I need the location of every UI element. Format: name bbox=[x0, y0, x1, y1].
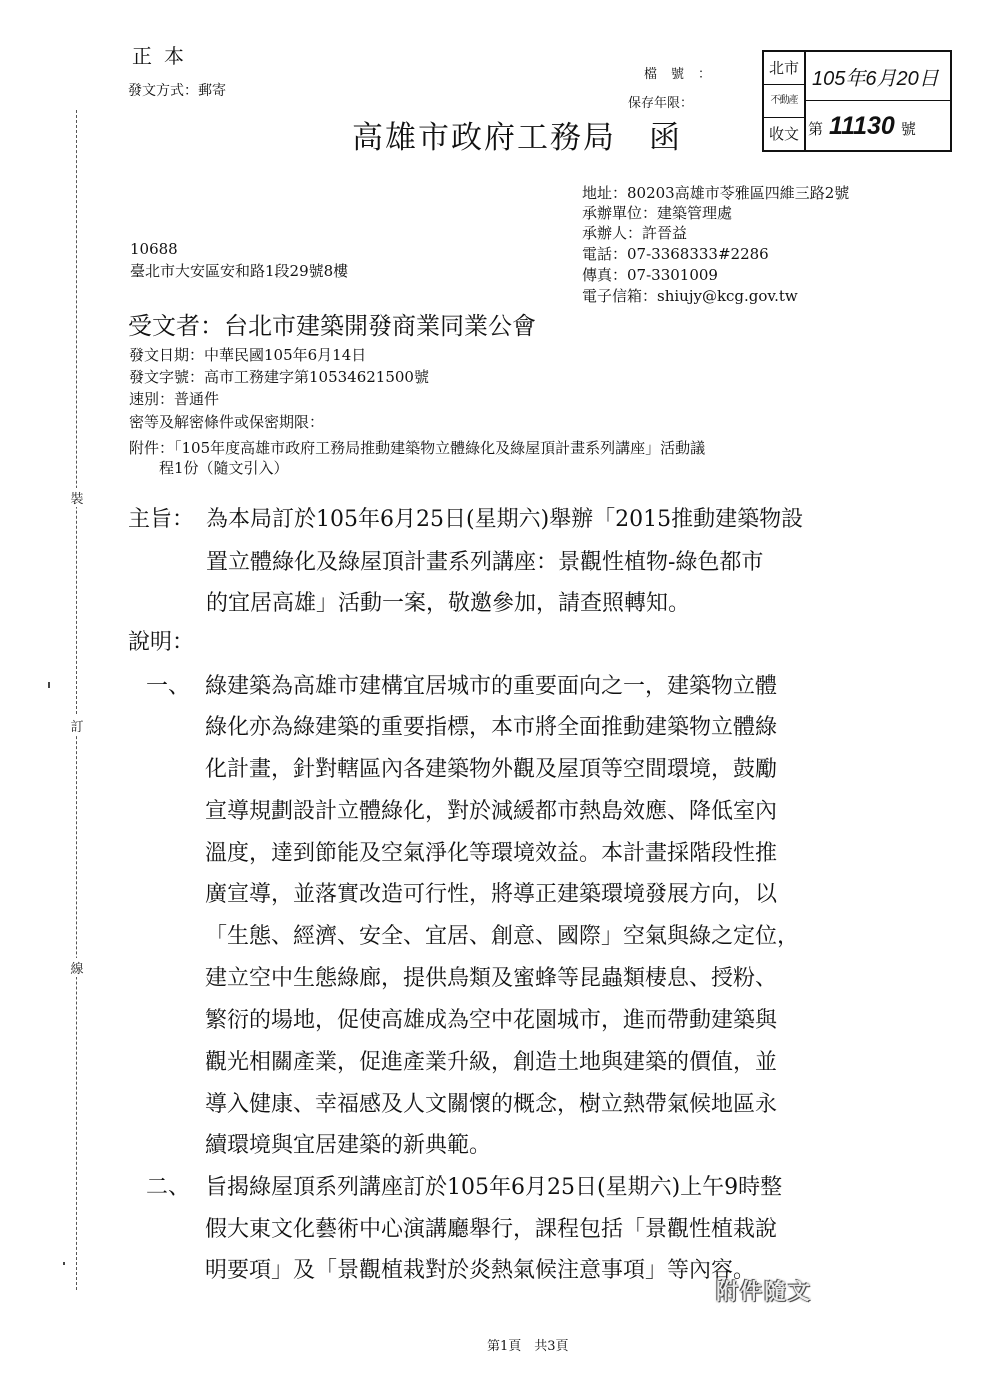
stamp-org-line: 收文 bbox=[768, 125, 799, 143]
attachment-continued: 程1份（隨文引入） bbox=[129, 459, 289, 477]
attachment-watermark: 附件隨文 bbox=[716, 1279, 813, 1305]
subject-line: 置立體綠化及綠屋頂計畫系列講座：景觀性植物-綠色都市 bbox=[206, 550, 764, 575]
body-line: 「生態、經濟、安全、宜居、創意、國際」空氣與綠之定位， bbox=[205, 924, 800, 949]
body-line: 導入健康、幸福感及人文關懷的概念，樹立熱帶氣候地區永 bbox=[205, 1092, 778, 1117]
document-number: 發文字號：高市工務建字第10534621500號 bbox=[129, 368, 429, 386]
body-line: 旨揭綠屋頂系列講座訂於105年6月25日(星期六)上午9時整 bbox=[205, 1175, 783, 1200]
binding-dashed-line bbox=[76, 110, 77, 1290]
stamp-date: 105年6月20日 bbox=[812, 68, 939, 90]
receiver-postcode: 10688 bbox=[130, 240, 178, 258]
stamp-number-value: 11130 bbox=[829, 112, 895, 140]
attachment: 附件：「105年度高雄市政府工務局推動建築物立體綠化及綠屋頂計畫系列講座」活動議 bbox=[129, 439, 706, 457]
body-line: 廣宣導，並落實改造可行性，將導正建築環境發展方向，以 bbox=[205, 882, 778, 907]
body-line: 宣導規劃設計立體綠化，對於減緩都市熱島效應、降低室內 bbox=[205, 799, 778, 824]
page-footer: 第1頁 共3頁 bbox=[487, 1339, 569, 1354]
binding-mark-ding: 訂 bbox=[69, 716, 85, 735]
receipt-stamp bbox=[762, 50, 952, 152]
scan-speck bbox=[48, 682, 50, 688]
handling-unit: 承辦單位：建築管理處 bbox=[582, 204, 733, 222]
recipient: 受文者：台北市建築開發商業同業公會 bbox=[128, 312, 536, 340]
item-number: 一、 bbox=[146, 674, 191, 699]
binding-mark-xian: 線 bbox=[69, 958, 85, 977]
stamp-org-line: 北市 bbox=[764, 52, 804, 85]
speed-class: 速別：普通件 bbox=[129, 390, 220, 408]
item-number: 二、 bbox=[146, 1175, 191, 1200]
body-line: 溫度，達到節能及空氣淨化等環境效益。本計畫採階段性推 bbox=[205, 841, 778, 866]
body-line: 建立空中生態綠廊，提供鳥類及蜜蜂等昆蟲類棲息、授粉、 bbox=[205, 966, 778, 991]
confidentiality: 密等及解密條件或保密期限： bbox=[129, 413, 325, 431]
body-line: 觀光相關產業，促進產業升級，創造土地與建築的價值，並 bbox=[205, 1050, 778, 1075]
receiver-address: 臺北市大安區安和路1段29號8樓 bbox=[130, 262, 349, 280]
email: 電子信箱：shiujy@kcg.gov.tw bbox=[582, 287, 798, 305]
phone: 電話：07-3368333#2286 bbox=[582, 245, 769, 263]
agency-title: 高雄市政府工務局 函 bbox=[352, 120, 682, 156]
subject-line: 為本局訂於105年6月25日(星期六)舉辦「2015推動建築物設 bbox=[206, 507, 804, 532]
description-label: 說明： bbox=[128, 630, 195, 655]
stamp-number-prefix: 第 bbox=[808, 120, 824, 138]
send-method: 發文方式：郵寄 bbox=[128, 83, 226, 99]
copy-label: 正本 bbox=[132, 44, 196, 68]
issue-date: 發文日期：中華民國105年6月14日 bbox=[129, 346, 367, 364]
stamp-org-line: 不動產 bbox=[764, 85, 804, 118]
stamp-number-suffix: 號 bbox=[900, 120, 916, 138]
body-line: 綠建築為高雄市建構宜居城市的重要面向之一，建築物立體 bbox=[205, 674, 778, 699]
archive-number-label: 檔號： bbox=[644, 67, 726, 82]
binding-mark-zhuang: 裝 bbox=[69, 488, 85, 507]
body-line: 綠化亦為綠建築的重要指標，本市將全面推動建築物立體綠 bbox=[205, 715, 778, 740]
body-line: 續環境與宜居建築的新典範。 bbox=[205, 1133, 492, 1158]
subject-line: 的宜居高雄」活動一案，敬邀參加，請查照轉知。 bbox=[206, 591, 691, 616]
subject-label: 主旨： bbox=[128, 507, 195, 532]
scan-speck bbox=[63, 1262, 65, 1265]
handler-name: 承辦人：許晉益 bbox=[582, 224, 688, 242]
retention-period-label: 保存年限： bbox=[628, 96, 694, 111]
stamp-number bbox=[808, 112, 916, 141]
stamp-org-column bbox=[764, 52, 806, 150]
stamp-divider bbox=[806, 100, 950, 101]
body-line: 假大東文化藝術中心演講廳舉行，課程包括「景觀性植栽說 bbox=[205, 1217, 778, 1242]
body-line: 繁衍的場地，促使高雄成為空中花園城市，進而帶動建築與 bbox=[205, 1008, 778, 1033]
sender-address: 地址：80203高雄市苓雅區四維三路2號 bbox=[582, 184, 850, 202]
fax: 傳真：07-3301009 bbox=[582, 266, 718, 284]
body-line: 化計畫，針對轄區內各建築物外觀及屋頂等空間環境，鼓勵 bbox=[205, 757, 778, 782]
body-line: 明要項」及「景觀植栽對於炎熱氣候注意事項」等內容。 bbox=[205, 1258, 756, 1283]
